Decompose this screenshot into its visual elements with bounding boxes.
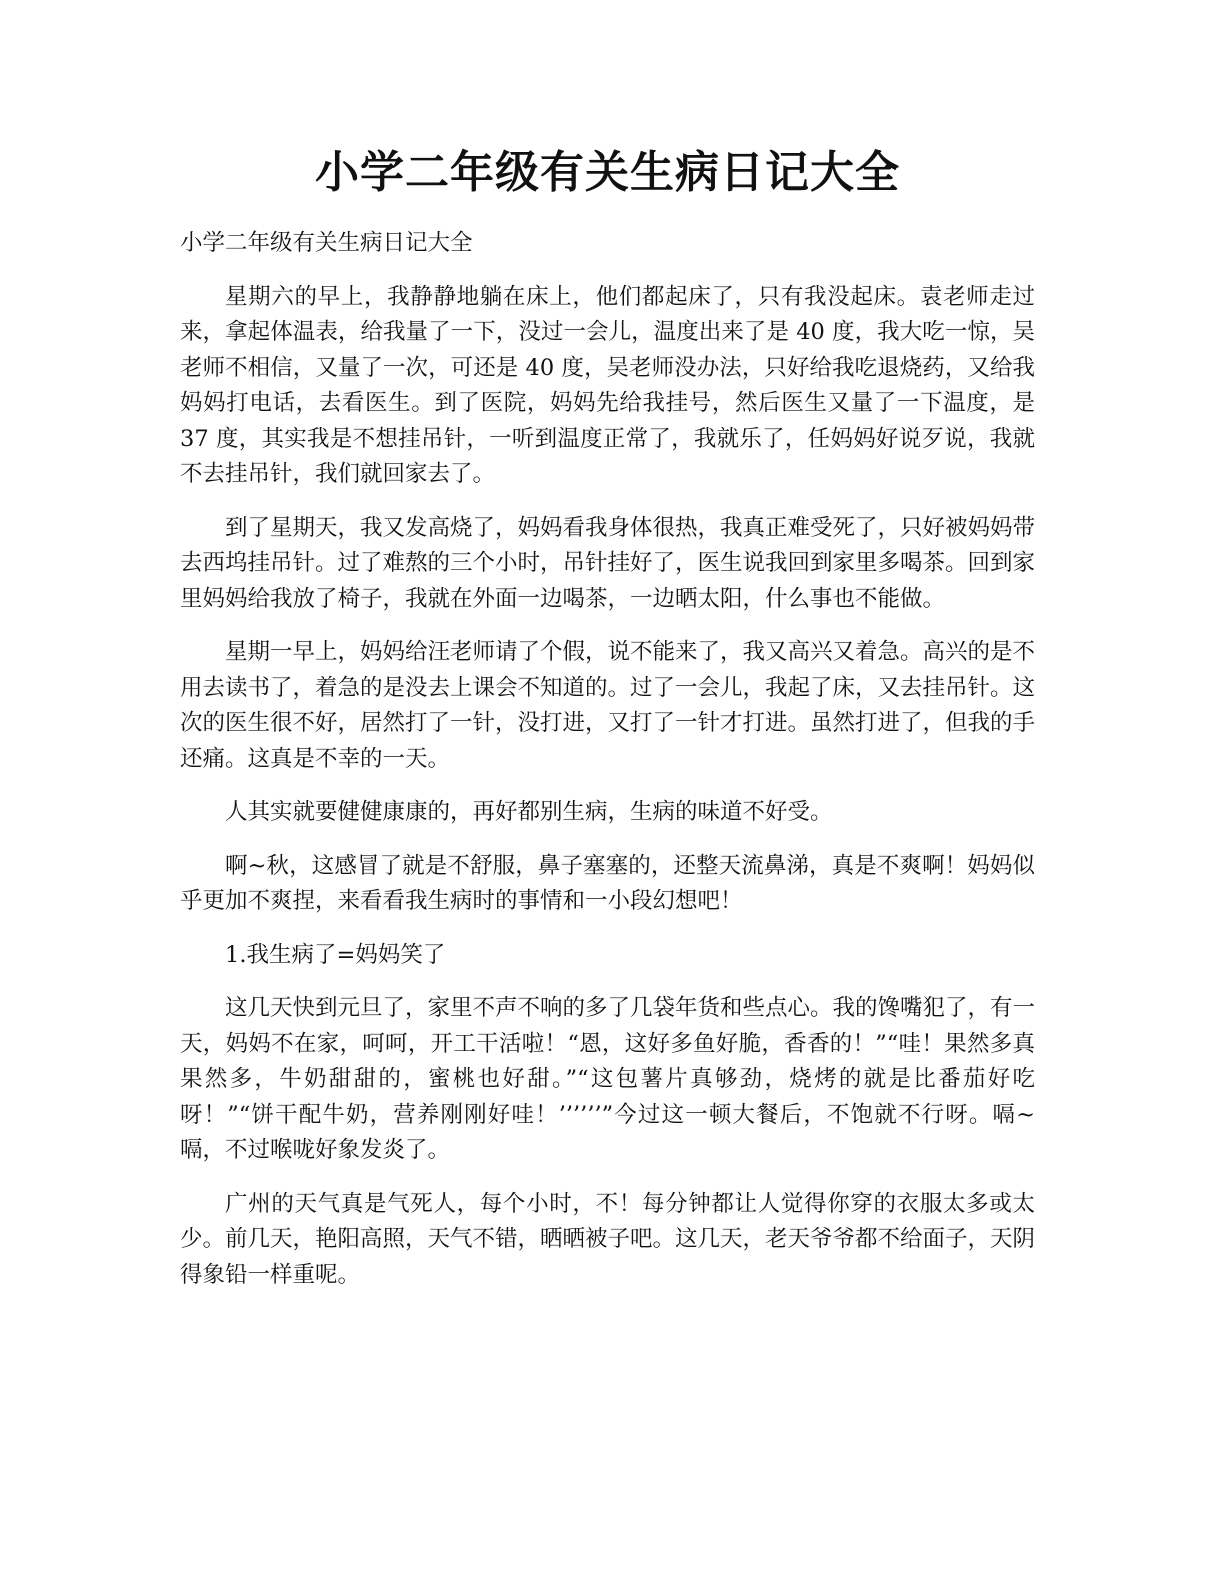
paragraph: 星期一早上，妈妈给汪老师请了个假，说不能来了，我又高兴又着急。高兴的是不用去读书了，着急的是没去上课会不知道的。过了一会儿，我起了床，又去挂吊针。这次的医生很不好，居然打了一针，没打进，又打了一针才打进。虽然打进了，但我的手还痛。这真是不幸的一天。 [180, 639, 1036, 772]
paragraph: 这几天快到元旦了，家里不声不响的多了几袋年货和些点心。我的馋嘴犯了，有一天，妈妈不在家，呵呵，开工干活啦！“恩，这好多鱼好脆，香香的！”“哇！果然多真果然多，牛奶甜甜的，蜜桃也好甜。”“这包薯片真够劲，烧烤的就是比番茄好吃呀！”“饼干配牛奶，营养刚刚好哇！’’’’’’”今过这一顿大餐后，不饱就不行呀。嗝~嗝，不过喉咙好象发炎了。 [180, 995, 1036, 1163]
document-body [180, 226, 1035, 1311]
paragraph: 广州的天气真是气死人，每个小时，不！每分钟都让人觉得你穿的衣服太多或太少。前几天，艳阳高照，天气不错，晒晒被子吧。这几天，老天爷爷都不给面子，天阴得象铅一样重呢。 [180, 1190, 1036, 1288]
paragraph: 星期六的早上，我静静地躺在床上，他们都起床了，只有我没起床。袁老师走过来，拿起体温表，给我量了一下，没过一会儿，温度出来了是 40 度，我大吃一惊，吴老师不相信，又量了一次，可还是 40 度，吴老师没办法，只好给我吃退烧药，又给我妈妈打电话，去看医生。到了医院，妈妈先给我挂号，然后医生又量了一下温度，是 37 度，其实我是不想挂吊针，一听到温度正常了，我就乐了，任妈妈好说歹说，我就不去挂吊针，我们就回家去了。 [180, 283, 1035, 487]
document-page [180, 0, 1035, 1584]
document-title: 小学二年级有关生病日记大全 [315, 147, 900, 198]
section-heading: 1.我生病了=妈妈笑了 [225, 941, 446, 968]
paragraph: 人其实就要健健康康的，再好都别生病，生病的味道不好受。 [225, 799, 833, 825]
document-subtitle: 小学二年级有关生病日记大全 [180, 230, 473, 256]
paragraph: 啊~秋，这感冒了就是不舒服，鼻子塞塞的，还整天流鼻涕，真是不爽啊！妈妈似乎更加不爽捏，来看看我生病时的事情和一小段幻想吧！ [180, 852, 1035, 914]
paragraph: 到了星期天，我又发高烧了，妈妈看我身体很热，我真正难受死了，只好被妈妈带去西坞挂吊针。过了难熬的三个小时，吊针挂好了，医生说我回到家里多喝茶。回到家里妈妈给我放了椅子，我就在外面一边喝茶，一边晒太阳，什么事也不能做。 [180, 514, 1036, 612]
